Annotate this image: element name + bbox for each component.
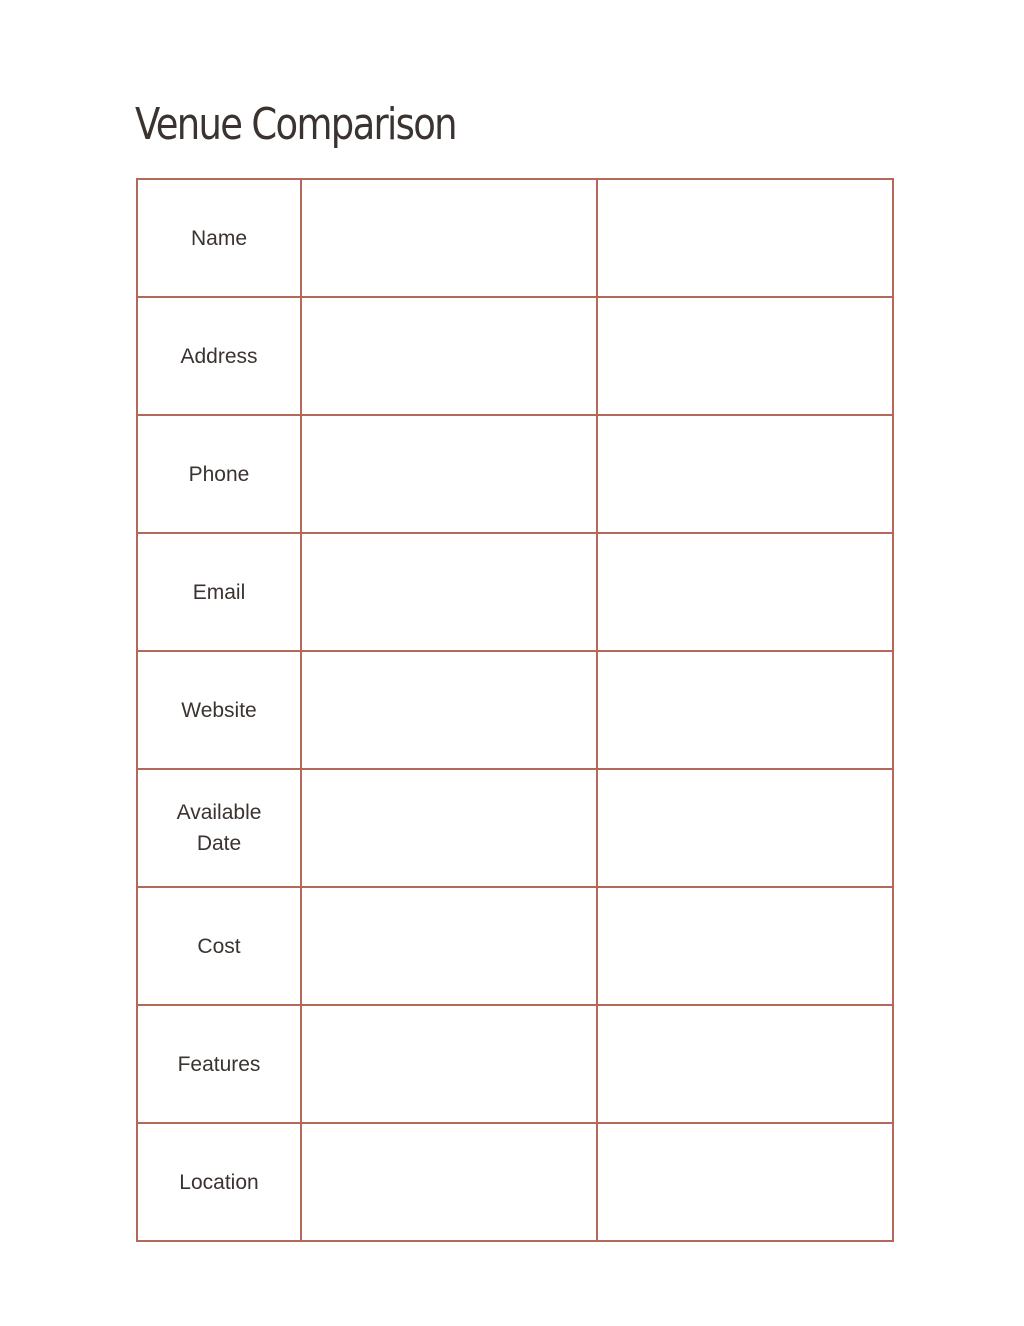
venue-2-phone-cell[interactable] — [597, 415, 893, 533]
venue-1-address-cell[interactable] — [301, 297, 597, 415]
venue-1-features-cell[interactable] — [301, 1005, 597, 1123]
venue-2-location-cell[interactable] — [597, 1123, 893, 1241]
table-row — [137, 651, 893, 769]
row-label-cell — [137, 1123, 301, 1241]
table-row — [137, 887, 893, 1005]
venue-1-email-cell[interactable] — [301, 533, 597, 651]
table-row — [137, 1005, 893, 1123]
row-label-cell — [137, 533, 301, 651]
row-label-cell — [137, 651, 301, 769]
row-label-cell — [137, 297, 301, 415]
row-label: Website — [181, 698, 257, 722]
table-row — [137, 769, 893, 887]
row-label: Name — [190, 226, 248, 250]
venue-2-cost-cell[interactable] — [597, 887, 893, 1005]
page-title: Venue Comparison — [135, 99, 456, 150]
row-label: Email — [192, 580, 246, 604]
venue-2-address-cell[interactable] — [597, 297, 893, 415]
venue-2-available-date-cell[interactable] — [597, 769, 893, 887]
venue-1-website-cell[interactable] — [301, 651, 597, 769]
venue-1-location-cell[interactable] — [301, 1123, 597, 1241]
row-label: Features — [177, 1052, 261, 1076]
table-row — [137, 415, 893, 533]
venue-2-name-cell[interactable] — [597, 179, 893, 297]
venue-1-name-cell[interactable] — [301, 179, 597, 297]
row-label-cell — [137, 179, 301, 297]
table-row — [137, 1123, 893, 1241]
venue-1-cost-cell[interactable] — [301, 887, 597, 1005]
row-label: Address — [180, 344, 258, 368]
venue-comparison-table — [136, 178, 894, 1242]
row-label: Location — [179, 1170, 259, 1194]
row-label: Cost — [197, 934, 241, 958]
row-label: Phone — [188, 462, 250, 486]
row-label-cell — [137, 769, 301, 887]
row-label-cell — [137, 415, 301, 533]
table-row — [137, 533, 893, 651]
venue-2-features-cell[interactable] — [597, 1005, 893, 1123]
table-row — [137, 179, 893, 297]
venue-1-available-date-cell[interactable] — [301, 769, 597, 887]
venue-2-website-cell[interactable] — [597, 651, 893, 769]
row-label-cell — [137, 1005, 301, 1123]
venue-2-email-cell[interactable] — [597, 533, 893, 651]
row-label: Available Date — [176, 801, 262, 855]
table-row — [137, 297, 893, 415]
venue-1-phone-cell[interactable] — [301, 415, 597, 533]
row-label-cell — [137, 887, 301, 1005]
